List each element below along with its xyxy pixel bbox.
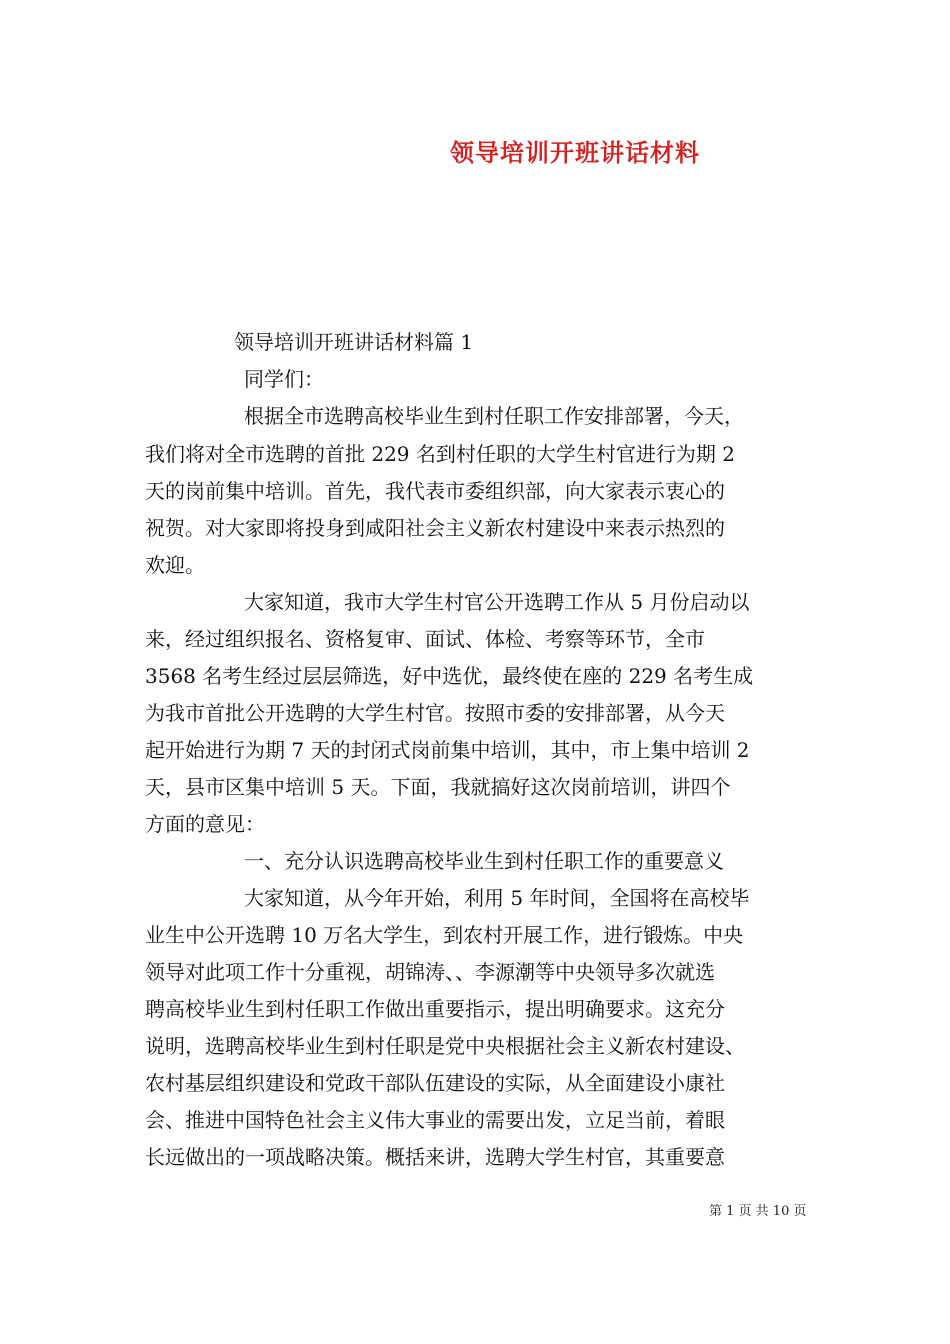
text-line: 3568 名考生经过层层筛选，好中选优，最终使在座的 229 名考生成 [145, 664, 754, 688]
text-line: 领导对此项工作十分重视，胡锦涛、、李源潮等中央领导多次就选 [145, 960, 715, 984]
text-line: 天，县市区集中培训 5 天。下面，我就搞好这次岗前培训，讲四个 [145, 775, 731, 799]
text-line: 农村基层组织建设和党政干部队伍建设的实际，从全面建设小康社 [145, 1071, 725, 1095]
text-line: 根据全市选聘高校毕业生到村任职工作安排部署，今天， [244, 404, 744, 428]
section-subtitle: 领导培训开班讲话材料篇 1 [234, 330, 474, 354]
text-line: 来，经过组织报名、资格复审、面试、体检、考察等环节，全市 [145, 627, 705, 651]
text-line: 大家知道，我市大学生村官公开选聘工作从 5 月份启动以 [244, 590, 750, 614]
document-title: 领导培训开班讲话材料 [450, 138, 700, 167]
text-line: 为我市首批公开选聘的大学生村官。按照市委的安排部署，从今天 [145, 701, 725, 725]
text-line: 业生中公开选聘 10 万名大学生，到农村开展工作，进行锻炼。中央 [145, 923, 744, 947]
text-line: 起开始进行为期 7 天的封闭式岗前集中培训，其中，市上集中培训 2 [145, 738, 750, 762]
text-line: 会、推进中国特色社会主义伟大事业的需要出发，立足当前，着眼 [145, 1108, 725, 1132]
text-line: 长远做出的一项战略决策。概括来讲，选聘大学生村官，其重要意 [145, 1145, 725, 1169]
text-line: 天的岗前集中培训。首先，我代表市委组织部，向大家表示衷心的 [145, 479, 725, 503]
text-line: 聘高校毕业生到村任职工作做出重要指示，提出明确要求。这充分 [145, 997, 725, 1021]
page-number-footer: 第 1 页 共 10 页 [709, 1204, 807, 1219]
text-line: 方面的意见： [145, 812, 265, 836]
text-line: 大家知道，从今年开始，利用 5 年时间，全国将在高校毕 [244, 886, 750, 910]
text-line: 欢迎。 [145, 553, 205, 577]
text-line: 祝贺。对大家即将投身到咸阳社会主义新农村建设中来表示热烈的 [145, 516, 725, 540]
greeting: 同学们： [244, 367, 324, 391]
text-line: 我们将对全市选聘的首批 229 名到村任职的大学生村官进行为期 2 [145, 442, 735, 466]
section-heading: 一、充分认识选聘高校毕业生到村任职工作的重要意义 [244, 849, 724, 873]
text-line: 说明，选聘高校毕业生到村任职是党中央根据社会主义新农村建设、 [145, 1034, 745, 1058]
